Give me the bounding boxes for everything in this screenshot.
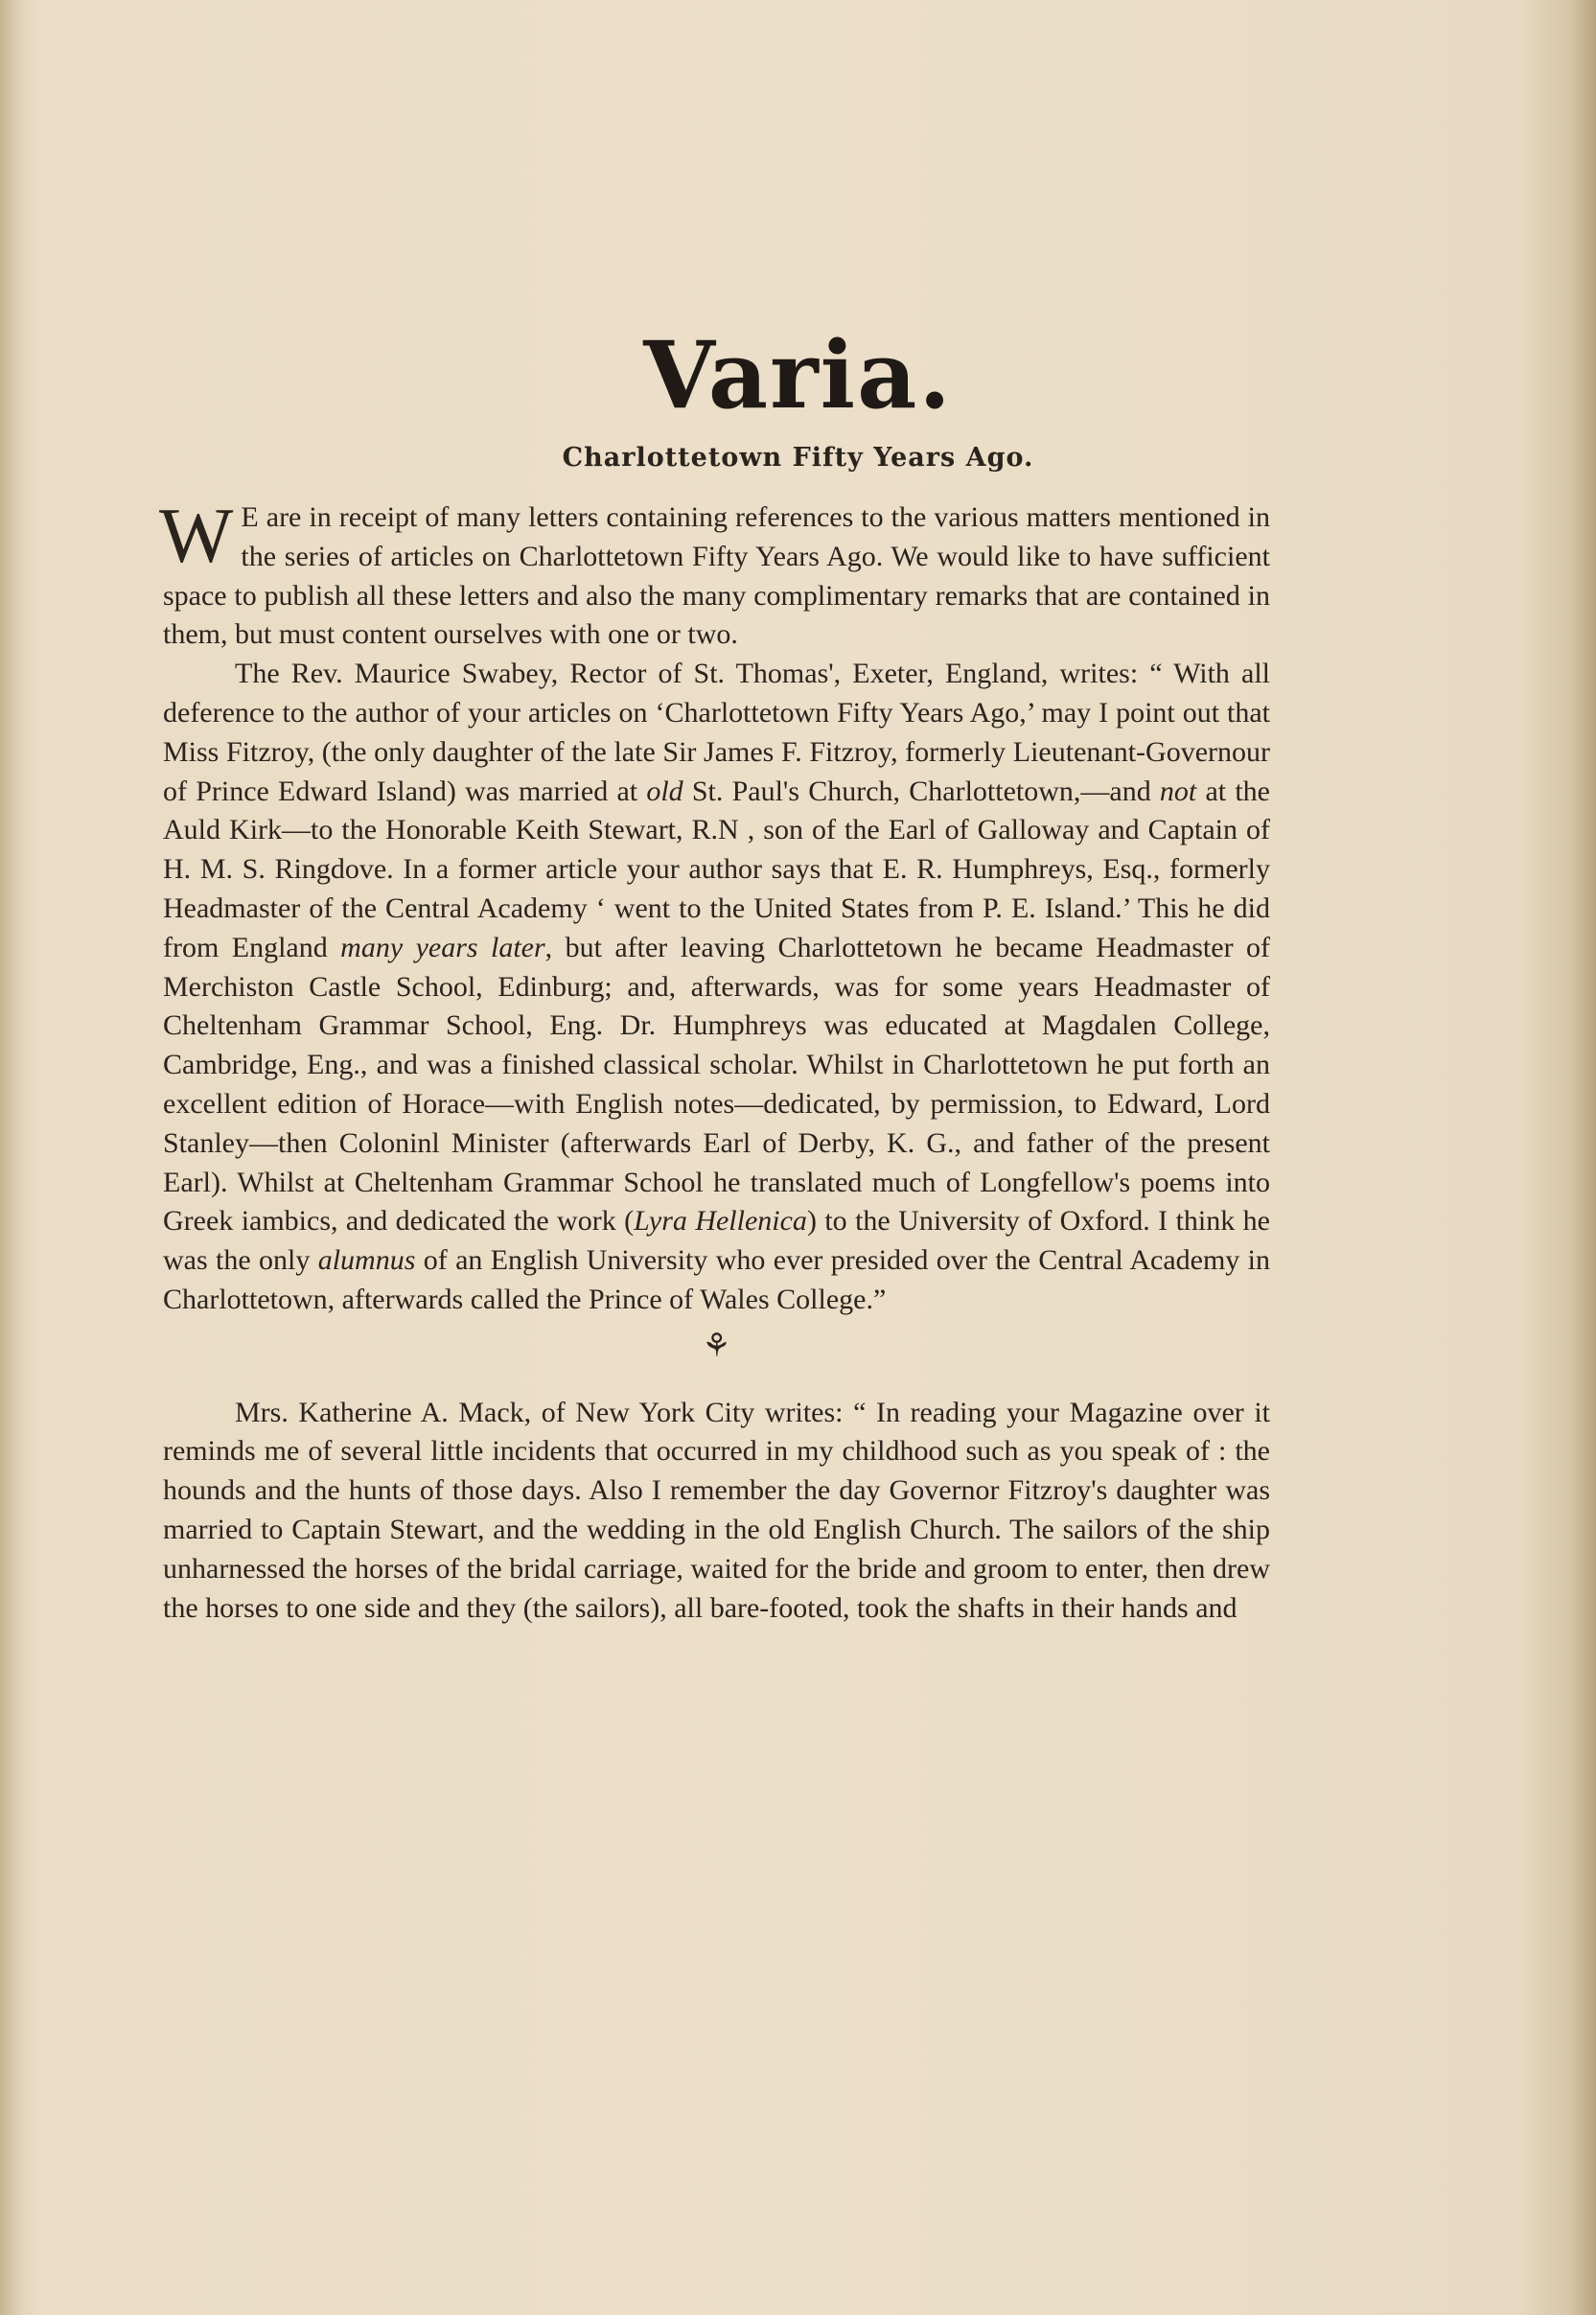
- paragraph-mack-letter: Mrs. Katherine A. Mack, of New York City writes: “ In reading your Magazine over it reminds me of several little incidents that occurred in my childhood such as you speak of : the hounds and the hunts of those days. Also I remember the day Governor Fitzroy's daughter was married to Captain Stewart, and the wedding in the old English Church. The sailors of the ship unharnessed the horses of the bridal carriage, waited for the bride and groom to enter, then drew the horses to one side and they (the sailors), all bare-footed, took the shafts in their hands and: [163, 1396, 1270, 1624]
- italic-old: old: [646, 775, 683, 807]
- italic-not: not: [1159, 775, 1197, 807]
- ornament-icon: ⚘: [702, 1328, 731, 1364]
- section-subtitle: Charlottetown Fifty Years Ago.: [562, 443, 1034, 473]
- paragraph-intro: [159, 492, 1270, 655]
- italic-many-years-later: many years later: [340, 931, 545, 963]
- drop-cap: W: [159, 492, 234, 579]
- page-title: Varia.: [643, 321, 953, 429]
- text-run: ) to the University of Oxford. I think he was the only: [163, 1205, 1270, 1277]
- article-body: [159, 492, 1270, 1628]
- italic-lyra-hellenica: Lyra Hellenica: [634, 1205, 807, 1238]
- text-run: of an English University who ever presided over the Central Academy in Charlottetown, afterwards called the Prince of Wales College.”: [163, 1244, 1270, 1315]
- text-run: at the Auld Kirk—to the Honorable Keith Stewart, R.N , son of the Earl of Galloway and Captain of H. M. S. Ringdove. In a former article your author says that E. R. Humphreys, Esq., formerly Headmaster of the Central Academy ‘ went to the United States from P. E. Island.’ This he did from England: [163, 775, 1270, 963]
- text-run: The Rev. Maurice Swabey, Rector of St. Thomas', Exeter, England, writes: “ With all deference to the author of your articles on ‘Charlottetown Fifty Years Ago,’ may I point out that Miss Fitzroy, (the only daughter of the late Sir James F. Fitzroy, formerly Lieutenant-Governour of Prince Edward Island) was married at: [163, 658, 1270, 807]
- paragraph-intro-text: E are in receipt of many letters containing references to the various matters mentioned in the series of articles on Charlottetown Fifty Years Ago. We would like to have sufficient space to publish all these letters and also the many complimentary remarks that are contained in them, but must content ourselves with one or two.: [163, 501, 1270, 651]
- paragraph-swabey-letter: [163, 655, 1270, 1320]
- text-run: St. Paul's Church, Charlottetown,—and: [682, 775, 1160, 807]
- italic-alumnus: alumnus: [317, 1244, 416, 1277]
- text-run: , but after leaving Charlottetown he became Headmaster of Merchiston Castle School, Edinburg; and, afterwards, was for some years Headmaster of Cheltenham Grammar School, Eng. Dr. Humphreys was educated at Magdalen College, Cambridge, Eng., and was a finished classical scholar. Whilst in Charlottetown he put forth an excellent edition of Horace—with English notes—dedicated, by permission, to Edward, Lord Stanley—then Coloninl Minister (afterwards Earl of Derby, K. G., and father of the present Earl). Whilst at Cheltenham Grammar School he translated much of Longfellow's poems into Greek iambics, and dedicated the work (: [163, 931, 1270, 1238]
